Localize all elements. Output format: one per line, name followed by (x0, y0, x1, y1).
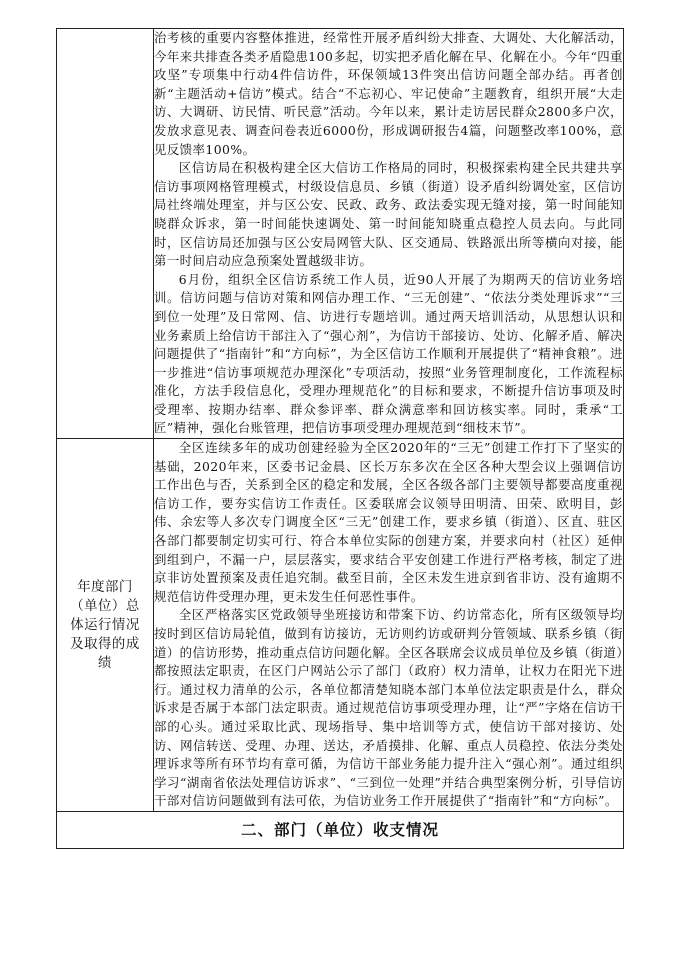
paragraph: 6月份，组织全区信访系统工作人员，近90人开展了为期两天的信访业务培训。信访问题与信访对策和网信办理工作、“三无创建”、“依法分类处理诉求”“三到位一处理”及日常网、信、访进行专题培训。通过两天培训活动，从思想认识和业务素质上给信访干部注入了“强心剂”，为信访干部接访、处访、化解矛盾、解决问题提供了“指南针”和“方向标”，为全区信访工作顺利开展提供了“精神食粮”。进一步推进“信访事项规范办理深化”专项活动，按照“业务管理制度化，工作流程标准化，方法手段信息化，受理办理规范化”的目标和要求，不断提升信访事项及时受理率、按期办结率、群众参评率、群众满意率和回访核实率。同时，秉承“工匠”精神，强化台账管理，把信访事项受理办理规范到“细枝末节”。 (154, 271, 623, 436)
table-row (57, 439, 624, 812)
report-table (56, 28, 624, 849)
row-content-cell (154, 439, 624, 812)
row-label: 年度部门（单位）总体运行情况及取得的成绩 (70, 579, 140, 671)
table-row (57, 29, 624, 439)
table-row (57, 811, 624, 848)
row-content-cell (154, 29, 624, 439)
paragraph: 全区严格落实区党政领导坐班接访和带案下访、约访常态化，所有区级领导均按时到区信访局轮值，做到有访接访，无访则约访或研判分管领域、联系乡镇（街道）的信访形势，推动重点信访问题化解。全区各联席会议成员单位及乡镇（街道）都按照法定职责，在区门户网站公示了部门（政府）权力清单，让权力在阳光下进行。通过权力清单的公示，各单位都清楚知晓本部门本单位法定职责是什么，群众诉求是否属于本部门法定职责。通过规范信访事项受理办理，让“严”字烙在信访干部的心头。通过采取比武、现场指导、集中培训等方式，使信访干部对接访、处访、网信转送、受理、办理、送达，矛盾摸排、化解、重点人员稳控、依法分类处理诉求等所有环节均有章可循，为信访干部业务能力提升注入“强心剂”。通过组织学习“湖南省依法处理信访诉求”、“三到位一处理”并结合典型案例分析，引导信访干部对信访问题做到有法可依，为信访业务工作开展提供了“指南针”和“方向标”。 (154, 607, 623, 809)
paragraph: 区信访局在积极构建全区大信访工作格局的同时，积极探索构建全民共建共享信访事项网格管理模式，村级设信息员、乡镇（街道）设矛盾纠纷调处室，区信访局社终端处理室，并与区公安、民政、政务、政法委实现无缝对接，第一时间能知晓群众诉求，第一时间能快速调处、第一时间能知晓重点稳控人员去向。与此同时，区信访局还加强与区公安局网管大队、区交通局、铁路派出所等横向对接，能第一时间启动应急预案处置越级非访。 (154, 160, 623, 269)
row-label-cell (57, 29, 154, 439)
section-heading: 二、部门（单位）收支情况 (57, 811, 624, 848)
row-label-cell (57, 439, 154, 812)
paragraph: 治考核的重要内容整体推进，经常性开展矛盾纠纷大排查、大调处、大化解活动，今年来共排查各类矛盾隐患100多起，切实把矛盾化解在早、化解在小。今年“四重攻坚”专项集中行动4件信访件，环保领域13件突出信访问题全部办结。再者创新“主题活动+信访”模式。结合“不忘初心、牢记使命”主题教育，组织开展“大走访、大调研、访民情、听民意”活动。今年以来，累计走访居民群众2800多户次，发放求意见表、调查问卷表近6000份，形成调研报告4篇，问题整改率100%，意见反馈率100%。 (154, 30, 623, 157)
paragraph: 全区连续多年的成功创建经验为全区2020年的“三无”创建工作打下了坚实的基础，2020年来，区委书记金晨、区长万东多次在全区各种大型会议上强调信访工作出色与否，关系到全区的稳定和发展，全区各级各部门主要领导都要高度重视信访工作，要夯实信访工作责任。区委联席会议领导田明清、田荣、欧明目，彭伟、余宏等人多次专门调度全区“三无”创建工作，要求乡镇（街道）、区直、驻区各部门都要制定切实可行、符合本单位实际的创建方案，并要求向村（社区）延伸到组到户，不漏一户，层层落实，要求结合平安创建工作进行严格考核，制定了进京非访处置预案及责任追究制。截至目前，全区未发生进京到省非访、没有逾期不规范信访件受理办理，更未发生任何恶性事件。 (154, 440, 623, 604)
